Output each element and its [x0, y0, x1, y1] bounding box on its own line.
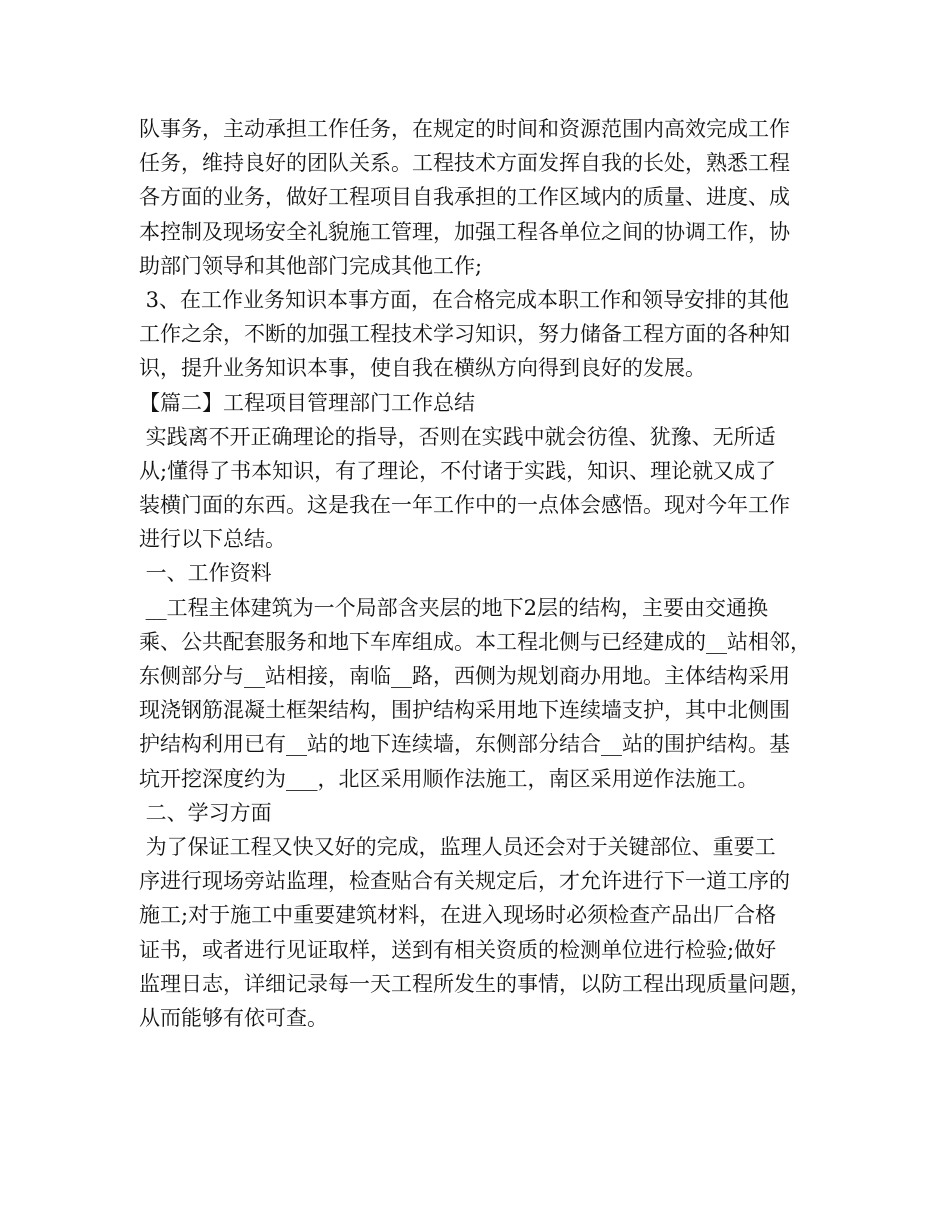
subsection-heading: 二、学习方面 — [139, 800, 272, 825]
text-line: 工作之余，不断的加强工程技术学习知识，努力储备工程方面的各种知 — [139, 322, 790, 347]
text-line: 识，提升业务知识本事，使自我在横纵方向得到良好的发展。 — [139, 356, 706, 381]
text-line: 各方面的业务，做好工程项目自我承担的工作区域内的质量、进度、成 — [139, 185, 790, 210]
text-line: 助部门领导和其他部门完成其他工作; — [139, 253, 483, 278]
text-line: 序进行现场旁站监理，检查贴合有关规定后，才允许进行下一道工序的 — [139, 869, 790, 894]
text-line: 现浇钢筋混凝土框架结构，围护结构采用地下连续墙支护，其中北侧围 — [139, 698, 790, 723]
text-line: 护结构利用已有__站的地下连续墙，东侧部分结合__站的围护结构。基 — [139, 732, 790, 757]
text-line: 进行以下总结。 — [139, 527, 286, 552]
text-line: 坑开挖深度约为___，北区采用顺作法施工，南区采用逆作法施工。 — [139, 766, 759, 791]
subsection-heading: 一、工作资料 — [139, 561, 272, 586]
text-line: __工程主体建筑为一个局部含夹层的地下2层的结构，主要由交通换 — [139, 595, 769, 620]
text-line: 从;懂得了书本知识，有了理论，不付诸于实践，知识、理论就又成了 — [139, 458, 777, 483]
text-line: 东侧部分与__站相接，南临__路，西侧为规划商办用地。主体结构采用 — [139, 664, 790, 688]
text-line: 实践离不开正确理论的指导，否则在实践中就会彷徨、犹豫、无所适 — [139, 424, 776, 449]
text-line: 装横门面的东西。这是我在一年工作中的一点体会感悟。现对今年工作 — [139, 493, 790, 518]
text-line: 监理日志，详细记录每一天工程所发生的事情，以防工程出现质量问题， — [139, 971, 811, 996]
text-line: 为了保证工程又快又好的完成，监理人员还会对于关键部位、重要工 — [139, 834, 776, 859]
document-body — [139, 112, 829, 1035]
text-line: 证书，或者进行见证取样，送到有相关资质的检测单位进行检验;做好 — [139, 937, 777, 962]
text-line: 3、在工作业务知识本事方面，在合格完成本职工作和领导安排的其他 — [139, 287, 790, 312]
text-line: 从而能够有依可查。 — [139, 1005, 328, 1030]
text-line: 任务，维持良好的团队关系。工程技术方面发挥自我的长处，熟悉工程 — [139, 151, 790, 176]
text-line: 本控制及现场安全礼貌施工管理，加强工程各单位之间的协调工作，协 — [139, 219, 790, 244]
text-line: 队事务，主动承担工作任务，在规定的时间和资源范围内高效完成工作 — [139, 117, 790, 141]
text-line: 施工;对于施工中重要建筑材料，在进入现场时必须检查产品出厂合格 — [139, 903, 777, 928]
text-line: 乘、公共配套服务和地下车库组成。本工程北侧与已经建成的__站相邻， — [139, 629, 811, 654]
section-heading: 【篇二】工程项目管理部门工作总结 — [139, 390, 475, 415]
